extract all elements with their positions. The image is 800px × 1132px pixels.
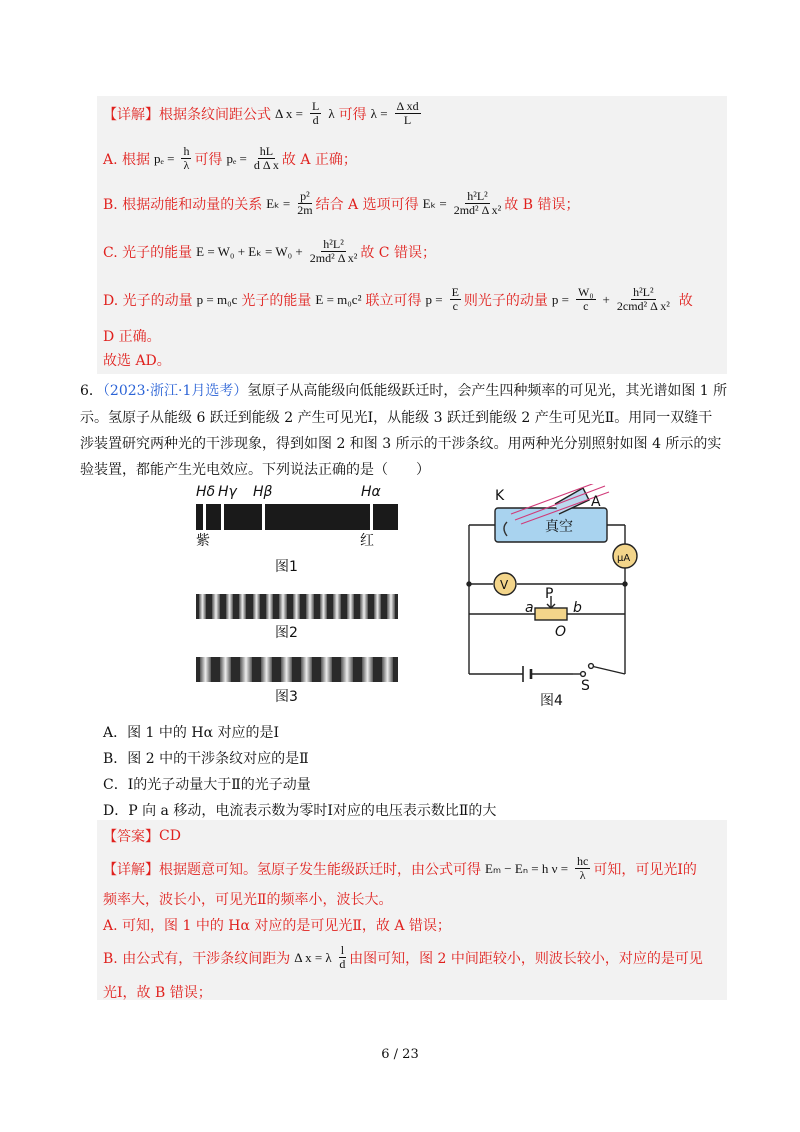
label-h-beta: Hβ — [253, 484, 273, 500]
label-violet: 紫 — [196, 533, 210, 549]
label-h-gamma: Hγ — [218, 484, 237, 500]
label-s: S — [581, 678, 590, 694]
spectral-line-h-delta — [203, 504, 206, 530]
fringe-bright-band — [281, 657, 292, 682]
fringe-bright-band — [220, 657, 231, 682]
detail-line-C: C. 光子的能量 E = W₀ + Eₖ = W₀ + $\frac{\text{h²L²}}{\text{2md² Δ x²}}$ 故 C 错误； — [103, 237, 436, 265]
fringe-bright-band — [347, 594, 354, 619]
label-p: P — [545, 586, 554, 602]
spectral-line-h-gamma — [221, 504, 224, 530]
spectrum-bar — [196, 504, 398, 530]
detail-line-D-cont: D 正确。 — [103, 329, 161, 345]
fringe-bright-band — [374, 594, 381, 619]
fringe-bright-band — [341, 657, 352, 682]
label-vacuum: 真空 — [545, 519, 573, 535]
fraction: $\frac{L}{d}$ — [311, 99, 320, 127]
fraction: $\frac{\text{h²L²}}{\text{2md² Δ x²}}$ — [453, 189, 502, 217]
fraction: $\frac{\text{W₀}}{c}$ — [578, 285, 594, 313]
question-number: 6． — [80, 383, 103, 399]
fringe-bright-band — [321, 657, 332, 682]
rheostat — [535, 608, 567, 620]
detail2-line-2: 频率大，波长小，可见光Ⅱ的频率小，波长大。 — [103, 892, 393, 908]
option-b[interactable]: B．图 2 中的干涉条纹对应的是Ⅱ — [103, 751, 309, 767]
question-line-4: 验装置，都能产生光电效应。下列说法正确的是（ ） — [80, 462, 430, 478]
answer-choice-text: 故选 AD。 — [103, 353, 171, 369]
fringe-bright-band — [199, 594, 206, 619]
fringe-bright-band — [253, 594, 260, 619]
option-d[interactable]: D．P 向 a 移动，电流表示数为零时Ⅰ对应的电压表示数比Ⅱ的大 — [103, 803, 497, 819]
label-k: K — [495, 488, 505, 504]
fringe-bright-band — [306, 594, 313, 619]
fringe-bright-band — [293, 594, 300, 619]
label-b-end: b — [573, 600, 582, 616]
answer-line: 【答案】 CD — [103, 828, 181, 845]
detail-label: 【详解】 — [103, 106, 159, 123]
fraction: $\frac{\text{h²L²}}{\text{2md² Δ x²}}$ — [309, 237, 358, 265]
fraction: $\frac{hL}{\text{d Δ x}}$ — [253, 144, 279, 172]
question-line-2: 示。氢原子从能级 6 跃迁到能级 2 产生可见光Ⅰ，从能级 3 跃迁到能级 2 产生可见光Ⅱ。用同一双缝干 — [80, 410, 713, 426]
fringe-bright-band — [266, 594, 273, 619]
explanation-block-1 — [97, 96, 727, 374]
fringe-bright-band — [200, 657, 211, 682]
fringe-bright-band — [360, 594, 367, 619]
question-line-1: 6．（2023·浙江·1月选考）氢原子从高能级向低能级跃迁时，会产生四种频率的可见光，其光谱如图 1 所 — [80, 383, 728, 399]
label-a-end: a — [525, 600, 534, 616]
figure-4-caption: 图4 — [540, 693, 563, 709]
fraction: $\frac{\text{h²L²}}{\text{2cmd² Δ x²}}$ — [616, 285, 670, 313]
fringe-bright-band — [240, 657, 251, 682]
spectral-line-h-alpha — [370, 504, 373, 530]
label-microamp: μA — [617, 553, 631, 564]
fraction: $\frac{hc}{\lambda}$ — [577, 854, 589, 882]
figure-2-caption: 图2 — [275, 625, 298, 641]
detail-line-D: D. 光子的动量 p = m₀c 光子的能量 E = m₀c² 联立可得 p = $\frac{E}{c}$ 则光子的动量 p = $\frac{\text{W₀}}{c}$ + $\frac{\text{h²L²}}{\text{2cmd² Δ x²}}$ 故 — [103, 285, 693, 313]
fraction: $\frac{l}{d}$ — [339, 943, 346, 971]
spectral-line-h-beta — [262, 504, 265, 530]
fraction: $\frac{E}{c}$ — [451, 285, 459, 313]
question-line-3: 涉装置研究两种光的干涉现象，得到如图 2 和图 3 所示的干涉条纹。用两种光分别照射如图 4 所示的实 — [80, 436, 722, 452]
label-a: A — [591, 494, 601, 510]
figure-3-caption: 图3 — [275, 689, 298, 705]
detail2-line-1: 【详解】 根据题意可知。氢原子发生能级跃迁时，由公式可得 Eₘ − Eₙ = h ν = $\frac{hc}{\lambda}$ 可知，可见光Ⅰ的 — [103, 854, 697, 882]
interference-fringes-2 — [196, 594, 398, 619]
option-c[interactable]: C．Ⅰ的光子动量大于Ⅱ的光子动量 — [103, 777, 311, 793]
label-h-alpha: Hα — [361, 484, 381, 500]
detail-line-1: 【详解】 根据条纹间距公式 Δ x = $\frac{L}{d}$ λ 可得 λ = $\frac{\text{Δ xd}}{L}$ — [103, 99, 419, 127]
option-a[interactable]: A．图 1 中的 Hα 对应的是Ⅰ — [103, 725, 280, 741]
fringe-bright-band — [261, 657, 272, 682]
detail-line-A: A. 根据 pₑ = $\frac{h}{\lambda}$ 可得 pₑ = $\frac{hL}{\text{d Δ x}}$ 故 A 正确； — [103, 144, 357, 172]
fringe-bright-band — [333, 594, 340, 619]
fringe-bright-band — [387, 594, 394, 619]
fraction: $\frac{h}{\lambda}$ — [183, 144, 190, 172]
detail2-line-A: A. 可知，图 1 中的 Hα 对应的是可见光Ⅱ，故 A 错误； — [103, 918, 451, 934]
fringe-bright-band — [239, 594, 246, 619]
fringe-bright-band — [320, 594, 327, 619]
fringe-bright-band — [279, 594, 286, 619]
detail2-line-B: B. 由公式有，干涉条纹间距为 Δ x = λ $\frac{l}{d}$ 由图可知，图 2 中间距较小，则波长较小，对应的是可见 — [103, 943, 703, 971]
label-o: O — [555, 624, 567, 640]
label-red: 红 — [360, 533, 374, 549]
interference-fringes-3 — [196, 657, 398, 682]
fringe-bright-band — [226, 594, 233, 619]
fraction: $\frac{\text{p²}}{2m}$ — [297, 189, 313, 217]
page-number: 6 / 23 — [381, 1047, 419, 1062]
explanation-block-2 — [97, 820, 727, 1000]
fringe-bright-band — [362, 657, 373, 682]
fringe-bright-band — [212, 594, 219, 619]
figure-1-caption: 图1 — [275, 559, 298, 575]
label-v: V — [500, 578, 509, 592]
photoelectric-circuit — [455, 484, 655, 694]
fraction: $\frac{\text{Δ xd}}{L}$ — [396, 99, 419, 127]
fringe-bright-band — [301, 657, 312, 682]
detail-line-B: B. 根据动能和动量的关系 Eₖ = $\frac{\text{p²}}{2m}$ 结合 A 选项可得 Eₖ = $\frac{\text{h²L²}}{\text{2md² Δ x²}}$ 故 B 错误； — [103, 189, 580, 217]
detail2-line-B-cont: 光Ⅰ，故 B 错误； — [103, 985, 212, 1001]
answer-value: CD — [159, 828, 181, 844]
fringe-bright-band — [382, 657, 393, 682]
label-h-delta: Hδ — [196, 484, 216, 500]
question-source: （2023·浙江·1月选考） — [102, 383, 248, 399]
